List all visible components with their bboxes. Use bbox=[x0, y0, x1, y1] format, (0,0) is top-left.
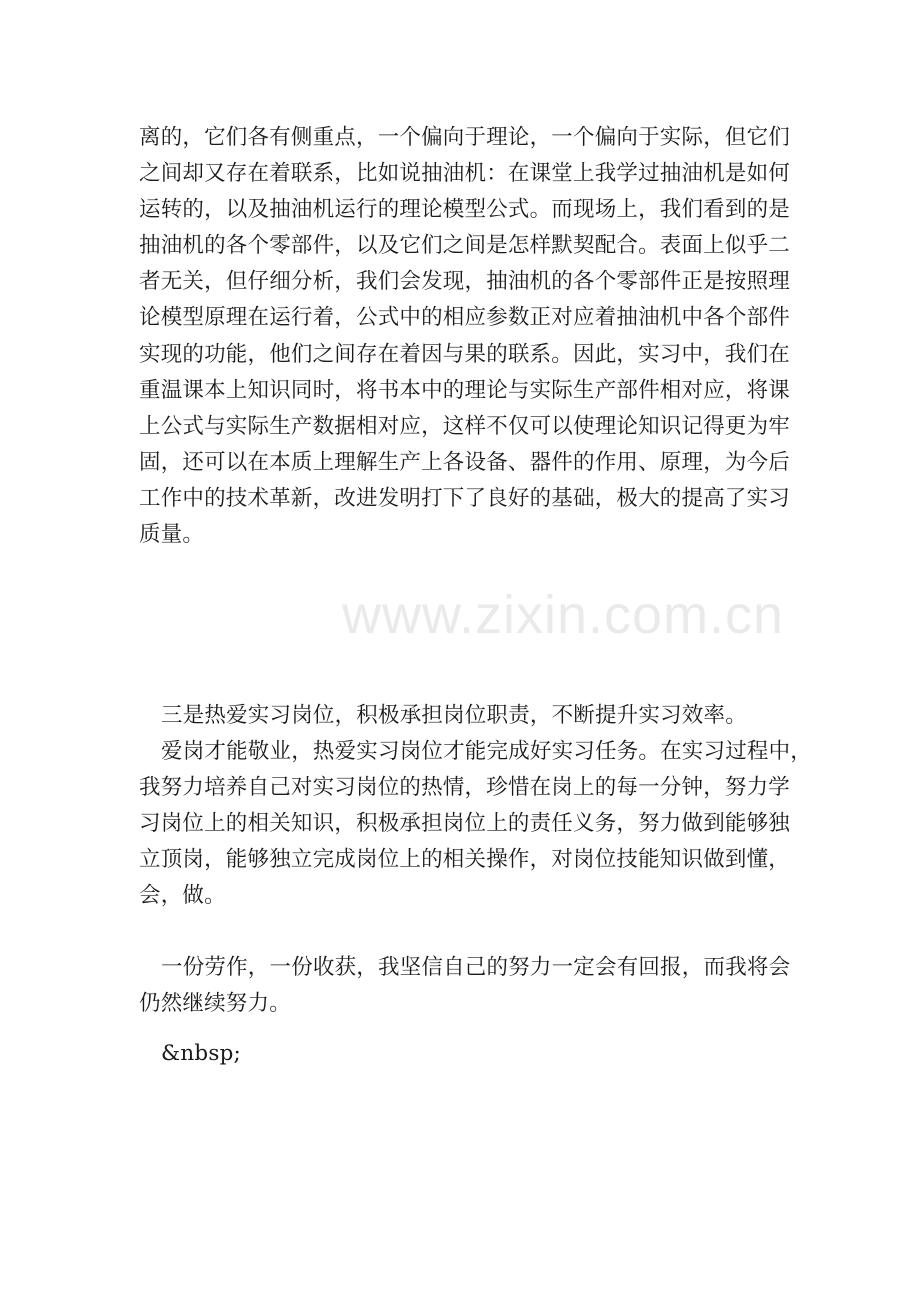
paragraph-line: 一份劳作，一份收获，我坚信自己的努力一定会有回报，而我将会 bbox=[161, 955, 791, 980]
paragraph-line: 质量。 bbox=[139, 522, 205, 548]
paragraph-line: 重温课本上知识同时，将书本中的理论与实际生产部件相对应，将课 bbox=[139, 377, 791, 403]
paragraph-line: 离的，它们各有侧重点，一个偏向于理论，一个偏向于实际，但它们 bbox=[139, 125, 791, 150]
paragraph-3 bbox=[139, 734, 813, 914]
paragraph-line: 抽油机的各个零部件，以及它们之间是怎样默契配合。表面上似乎二 bbox=[139, 233, 791, 259]
paragraph-line: &nbsp; bbox=[161, 1041, 241, 1066]
paragraph-line: 运转的，以及抽油机运行的理论模型公式。而现场上，我们看到的是 bbox=[139, 197, 791, 223]
paragraph-line: 工作中的技术革新，改进发明打下了良好的基础，极大的提高了实习 bbox=[139, 485, 791, 511]
paragraph-line: 固，还可以在本质上理解生产上各设备、器件的作用、原理，为今后 bbox=[139, 449, 791, 475]
paragraph-line: 爱岗才能敬业，热爱实习岗位才能完成好实习任务。在实习过程中， bbox=[161, 739, 813, 764]
paragraph-line: 者无关，但仔细分析，我们会发现，抽油机的各个零部件正是按照理 bbox=[139, 269, 791, 295]
paragraph-line: 立顶岗，能够独立完成岗位上的相关操作，对岗位技能知识做到懂， bbox=[139, 847, 791, 873]
paragraph-4 bbox=[139, 950, 791, 1022]
paragraph-line: 习岗位上的相关知识，积极承担岗位上的责任义务，努力做到能够独 bbox=[139, 811, 791, 837]
paragraph-5 bbox=[139, 1036, 784, 1072]
paragraph-line: 实现的功能，他们之间存在着因与果的联系。因此，实习中，我们在 bbox=[139, 341, 791, 367]
paragraph-2 bbox=[139, 698, 784, 734]
paragraph-1 bbox=[139, 120, 791, 553]
paragraph-line: 三是热爱实习岗位，积极承担岗位职责，不断提升实习效率。 bbox=[161, 703, 747, 728]
paragraph-line: 仍然继续努力。 bbox=[139, 991, 291, 1017]
paragraph-line: 我努力培养自己对实习岗位的热情，珍惜在岗上的每一分钟，努力学 bbox=[139, 775, 791, 801]
paragraph-line: 论模型原理在运行着，公式中的相应参数正对应着抽油机中各个部件 bbox=[139, 305, 791, 331]
paragraph-line: 上公式与实际生产数据相对应，这样不仅可以使理论知识记得更为牢 bbox=[139, 413, 791, 439]
paragraph-line: 之间却又存在着联系，比如说抽油机：在课堂上我学过抽油机是如何 bbox=[139, 161, 791, 187]
paragraph-line: 会，做。 bbox=[139, 883, 226, 909]
watermark: www.zixin.com.cn bbox=[342, 585, 785, 645]
